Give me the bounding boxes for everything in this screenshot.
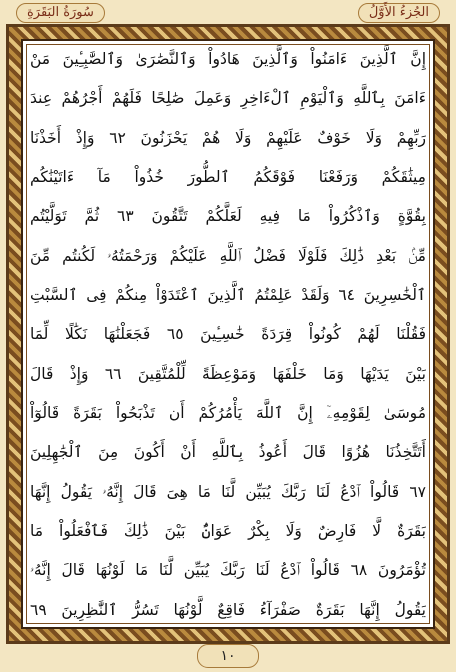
juz-label: الجُزءُ الأَوَّلُ	[358, 3, 440, 23]
text-line: فَقُلْنَا لَهُمْ كُونُواْ قِرَدَةً خَٰسِـِٔينَ ٦٥ فَجَعَلْنَٰهَا نَكَٰلًا لِّمَا	[30, 325, 426, 344]
page-header	[16, 2, 440, 24]
text-line: رَبِّهِمْ وَلَا خَوْفٌ عَلَيْهِمْ وَلَا هُمْ يَحْزَنُونَ ٦٢ وَإِذْ أَخَذْنَا	[30, 128, 426, 147]
page-number: ١٠	[197, 644, 259, 668]
page-footer	[0, 644, 456, 668]
text-line: بَقَرَةٌ لَّا فَارِضٌ وَلَا بِكْرٌ عَوَانٌۢ بَيْنَ ذَٰلِكَ فَٱفْعَلُواْ مَا	[30, 522, 426, 541]
text-line: ٦٧ قَالُواْ ٱدْعُ لَنَا رَبَّكَ يُبَيِّن لَّنَا مَا هِىَ قَالَ إِنَّهُۥ يَقُولُ إِنَّهَا	[30, 482, 426, 501]
text-line: ٱلْخَٰسِرِينَ ٦٤ وَلَقَدْ عَلِمْتُمُ ٱلَّذِينَ ٱعْتَدَوْاْ مِنكُمْ فِى ٱلسَّبْتِ	[30, 286, 426, 305]
text-line: بِقُوَّةٍ وَٱذْكُرُواْ مَا فِيهِ لَعَلَّكُمْ تَتَّقُونَ ٦٣ ثُمَّ تَوَلَّيْتُم	[30, 207, 426, 226]
text-line: تُؤْمَرُونَ ٦٨ قَالُواْ ٱدْعُ لَنَا رَبَّكَ يُبَيِّن لَّنَا مَا لَوْنُهَا قَالَ إِنَّهُۥ	[30, 561, 426, 580]
text-line: مُوسَىٰ لِقَوْمِهِۦٓ إِنَّ ٱللَّهَ يَأْمُرُكُمْ أَن تَذْبَحُواْ بَقَرَةً قَالُوٓاْ	[30, 404, 426, 423]
text-line: ءَامَنَ بِٱللَّهِ وَٱلْيَوْمِ ٱلْءَاخِرِ وَعَمِلَ صَٰلِحًا فَلَهُمْ أَجْرُهُمْ عِندَ	[30, 89, 426, 108]
text-line: بَيْنَ يَدَيْهَا وَمَا خَلْفَهَا وَمَوْعِظَةً لِّلْمُتَّقِينَ ٦٦ وَإِذْ قَالَ	[30, 364, 426, 383]
text-line: مِيثَٰقَكُمْ وَرَفَعْنَا فَوْقَكُمُ ٱلطُّورَ خُذُواْ مَآ ءَاتَيْنَٰكُم	[30, 168, 426, 187]
text-line: يَقُولُ إِنَّهَا بَقَرَةٌ صَفْرَآءُ فَاقِعٌ لَّوْنُهَا تَسُرُّ ٱلنَّٰظِرِينَ ٦٩	[30, 600, 426, 619]
surah-label: سُورَةُ البَقَرَةِ	[16, 3, 105, 23]
text-line: مِّنۢ بَعْدِ ذَٰلِكَ فَلَوْلَا فَضْلُ ٱللَّهِ عَلَيْكُمْ وَرَحْمَتُهُۥ لَكُنتُم مِّنَ	[30, 246, 426, 265]
text-line: إِنَّ ٱلَّذِينَ ءَامَنُواْ وَٱلَّذِينَ هَادُواْ وَٱلنَّصَٰرَىٰ وَٱلصَّٰبِـِٔينَ مَنْ	[30, 50, 426, 68]
text-line: أَتَتَّخِذُنَا هُزُوًا قَالَ أَعُوذُ بِٱللَّهِ أَنْ أَكُونَ مِنَ ٱلْجَٰهِلِينَ	[30, 443, 426, 462]
quran-text	[30, 42, 426, 628]
